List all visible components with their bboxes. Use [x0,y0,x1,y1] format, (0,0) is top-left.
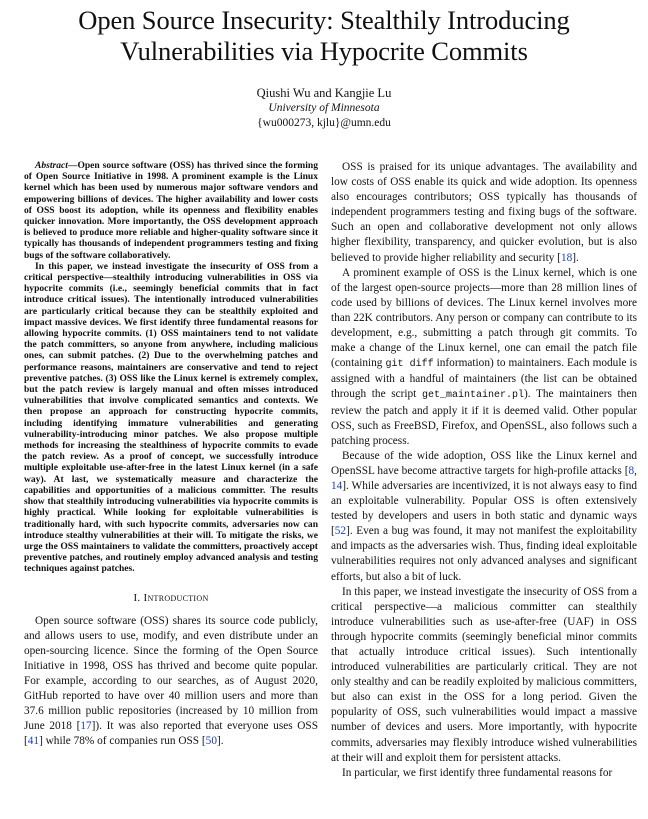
abstract-paragraph-1: Abstract—Open source software (OSS) has thrived since the forming of Open Source Initiative in 1998. A prominent example is the Linux kernel which has been used by numerous major software vendors and empowering billions of devices. The higher availability and lower costs of OSS boost its adoption, while its openness and flexibility enables quicker innovation. More importantly, the OSS development approach is believed to produce more reliable and higher-quality software since it typically has thousands of independent programmers testing and fixing bugs of the software collaboratively. [24,160,318,261]
citation-link[interactable]: 41 [27,735,40,748]
citation-link[interactable]: 50 [205,735,217,748]
citation-link[interactable]: 8 [628,464,635,477]
section-title: Introduction [143,591,209,604]
intro-paragraph-5: In this paper, we instead investigate the insecurity of OSS from a critical perspective—a malicious committer can stealthily introduce vulnerabilities such as use-after-free (UAF) in OSS through hypocrite commits (seemingly beneficial minor commits that actually introduce critical issues). Such intentionally introduced vulnerabilities are particularly critical. They are not only stealthy and can be readily exploited by malicious committers, but also can exist in the OSS for a long period. Given the popularity of OSS, such vulnerabilities would impact a massive number of devices and users. More importantly, with hypocrite commits, adversaries may flexibly introduce wished vulnerabilities at their will and exploit them for persistent attacks. [331,585,637,764]
authors: Qiushi Wu and Kangjie Lu [256,86,392,100]
section-number: I. [133,591,141,604]
intro-paragraph-4: Because of the wide adoption, OSS like the Linux kernel and OpenSSL have become attractive targets for high-profile attacks [8, 14]. While adversaries are incentivized, it is not always easy to find an exploitable vulnerability. Popular OSS is often extensively tested by developers and users in both static and dynamic ways [52]. Even a bug was found, it may not manifest the exploitability and impacts as the adversaries wish. Thus, finding ideal exploitable vulnerabilities requires not only advanced analyses and significant efforts, but also a bit of luck. [331,449,637,583]
title-line-1: Open Source Insecurity: Stealthily Introducing [78,5,570,35]
intro-paragraph-3: A prominent example of OSS is the Linux kernel, which is one of the largest open-source projects—more than 28 million lines of code used by billions of devices. The Linux kernel involves more than 22K contributors. Any person or company can contribute to its development, e.g., submitting a patch through git commits. To make a change of the Linux kernel, one can email the patch file (containing git diff information) to maintainers. Each module is assigned with a handful of maintainers (the list can be obtained through the script get_maintainer.pl). The maintainers then review the patch and apply it if it is deemed valid. Other popular OSS, such as FreeBSD, Firefox, and OpenSSL, also follows such a patching process. [331,266,637,447]
intro-paragraph-1: Open source software (OSS) shares its source code publicly, and allows users to use, modify, and even distribute under an open-sourcing licence. Since the forming of the Open Source Initiative in 1998, OSS has thrived and become quite popular. For example, according to our searches, as of August 2020, GitHub reported to have over 40 million users and more than 37.6 million public repositories (increased by 10 million from June 2018 [17]). It was also reported that everyone uses OSS [41] while 78% of companies run OSS [50]. [24,614,318,748]
intro-paragraph-2: OSS is praised for its unique advantages. The availability and low costs of OSS enable its quick and wide adoption. Its openness also encourages contributors; OSS typically has thousands of independent programmers testing and fixing bugs of the software. Such an open and collaborative development not only allows higher flexibility, transparency, and quicker evolution, but is also believed to provide higher reliability and security [18]. [331,161,637,264]
right-column [331,160,637,812]
citation-link[interactable]: 52 [334,525,347,538]
citation-link[interactable]: 17 [80,720,92,733]
title-line-2: Vulnerabilities via Hypocrite Commits [120,36,528,66]
section-heading [24,592,318,604]
email: {wu000273, kjlu}@umn.edu [257,117,391,129]
abstract [24,160,318,575]
abstract-paragraph-2: In this paper, we instead investigate the insecurity of OSS from a critical perspective—stealthily introducing vulnerabilities in OSS via hypocrite commits (i.e., seemingly beneficial commits that in fact introduce critical issues). The intentionally introduced vulnerabilities are particularly critical because they can be stealthily exploited and impact massive devices. We first identify three fundamental reasons for allowing hypocrite commits. (1) OSS maintainers tend to not validate the patch committers, so anyone from anywhere, including malicious ones, can submit patches. (2) Due to the overwhelming patches and performance reasons, maintainers are conservative and tend to reject preventive patches. (3) OSS like the Linux kernel is extremely complex, but the patch review is largely manual and often misses introduced vulnerabilities that involve complicated semantics and contexts. We then propose an approach for constructing hypocrite commits, including identifying immature vulnerabilities and generating vulnerability-introducing minor patches. We also propose multiple methods for increasing the stealthiness of hypocrite commits to evade the patch review. As a proof of concept, we successfully introduce multiple exploitable use-after-free in the latest Linux kernel (in a safe way). At last, we systematically measure and characterize the capabilities and opportunities of a malicious committer. The results show that stealthily introducing vulnerabilities via hypocrite commits is highly practical. While looking for exploitable vulnerabilities is traditionally hard, with such hypocrite commits, adversaries now can introduce stealthy vulnerabilities at their will. To mitigate the risks, we urge the OSS maintainers to validate the committers, proactively accept preventive patches, and routinely employ advanced analysis and testing techniques against patches. [24,260,318,575]
paper-title [0,5,648,67]
citation-link[interactable]: 14 [331,479,343,492]
inline-code: get_maintainer.pl [421,390,524,402]
intro-paragraph-6: In particular, we first identify three fundamental reasons for [342,766,613,779]
affiliation: University of Minnesota [268,102,380,114]
intro-body-left [24,614,318,750]
citation-link[interactable]: 18 [560,251,573,264]
left-column [24,160,318,812]
abstract-label: Abstract [35,160,68,171]
intro-body-right [331,160,637,781]
inline-code: git diff [385,359,434,371]
